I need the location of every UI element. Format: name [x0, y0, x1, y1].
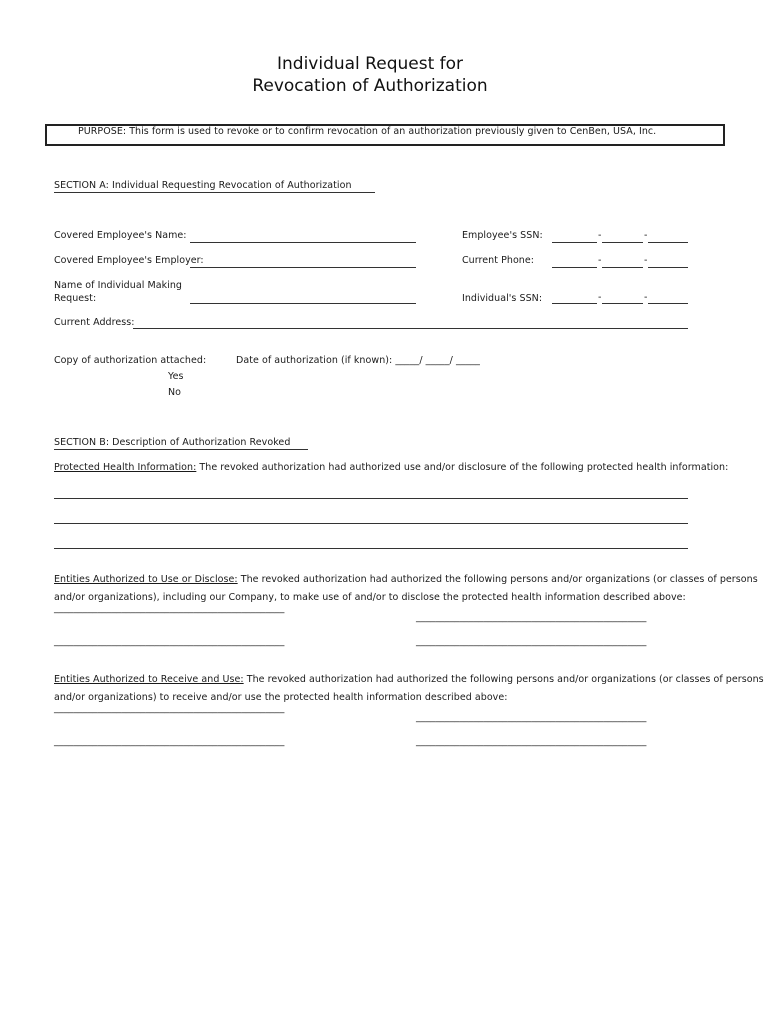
- employees-ssn-field-3[interactable]: [648, 242, 688, 243]
- covered-employee-employer-label: Covered Employee's Employer:: [54, 255, 204, 266]
- section-a-heading: SECTION A: Individual Requesting Revocation of Authorization: [54, 180, 352, 191]
- entities-receive-label: Entities Authorized to Receive and Use:: [54, 674, 244, 685]
- covered-employee-name-field[interactable]: [190, 242, 416, 243]
- current-phone-field-1[interactable]: [552, 267, 597, 268]
- entities-receive-text-2: and/or organizations) to receive and/or use the protected health information described above:: [54, 692, 508, 703]
- individuals-ssn-label: Individual's SSN:: [462, 293, 543, 304]
- form-title-line1: Individual Request for: [276, 54, 464, 74]
- entities-receive-blank-2[interactable]: ________________________________________________: [416, 712, 647, 723]
- entities-use-blank-1[interactable]: ________________________________________________: [54, 603, 285, 614]
- copy-attached-label: Copy of authorization attached:: [54, 355, 207, 366]
- individuals-ssn-field-1[interactable]: [552, 303, 597, 304]
- ssn-dash: -: [598, 292, 602, 303]
- current-phone-label: Current Phone:: [462, 255, 535, 266]
- employees-ssn-field-2[interactable]: [602, 242, 643, 243]
- copy-attached-no-option[interactable]: No: [168, 387, 182, 398]
- entities-use-label: Entities Authorized to Use or Disclose:: [54, 574, 238, 585]
- copy-attached-yes-option[interactable]: Yes: [168, 371, 184, 382]
- section-b-heading: SECTION B: Description of Authorization Revoked: [54, 437, 291, 448]
- date-of-authorization[interactable]: Date of authorization (if known): _____/ _____/ _____: [236, 355, 480, 366]
- phi-paragraph: [54, 462, 728, 473]
- entities-receive-text: The revoked authorization had authorized the following persons and/or organizations (or classes of persons: [243, 674, 764, 685]
- section-a-heading-underline: [54, 192, 375, 193]
- phi-line-2[interactable]: [54, 523, 688, 524]
- entities-receive-blank-1[interactable]: ________________________________________________: [54, 703, 285, 714]
- employees-ssn-field-1[interactable]: [552, 242, 597, 243]
- ssn-dash: -: [598, 230, 602, 241]
- ssn-dash: -: [644, 230, 648, 241]
- name-making-request-label-2: Request:: [54, 293, 97, 304]
- name-making-request-label-1: Name of Individual Making: [54, 280, 182, 291]
- phi-label: Protected Health Information:: [54, 462, 197, 473]
- name-making-request-field[interactable]: [190, 303, 416, 304]
- individuals-ssn-field-2[interactable]: [602, 303, 643, 304]
- phone-dash: -: [644, 255, 648, 266]
- entities-use-blank-2[interactable]: ________________________________________________: [416, 612, 647, 623]
- employees-ssn-label: Employee's SSN:: [462, 230, 543, 241]
- section-b-heading-underline: [54, 449, 308, 450]
- form-title-line2: Revocation of Authorization: [252, 76, 488, 96]
- current-phone-field-3[interactable]: [648, 267, 688, 268]
- covered-employee-name-label: Covered Employee's Name:: [54, 230, 187, 241]
- phi-line-1[interactable]: [54, 498, 688, 499]
- purpose-text: PURPOSE: This form is used to revoke or to confirm revocation of an authorization previously given to CenBen, USA, Inc.: [78, 126, 657, 137]
- entities-use-blank-4[interactable]: ________________________________________________: [416, 636, 647, 647]
- entities-receive-blank-4[interactable]: ________________________________________________: [416, 736, 647, 747]
- phi-line-3[interactable]: [54, 548, 688, 549]
- individuals-ssn-field-3[interactable]: [648, 303, 688, 304]
- entities-use-blank-3[interactable]: ________________________________________________: [54, 636, 285, 647]
- entities-use-paragraph: [54, 574, 758, 585]
- entities-use-text-2: and/or organizations), including our Company, to make use of and/or to disclose the protected health information described above:: [54, 592, 686, 603]
- entities-receive-paragraph: [54, 674, 764, 685]
- covered-employee-employer-field[interactable]: [190, 267, 416, 268]
- ssn-dash: -: [644, 292, 648, 303]
- current-address-label: Current Address:: [54, 317, 135, 328]
- entities-use-text: The revoked authorization had authorized the following persons and/or organizations (or classes of persons: [237, 574, 758, 585]
- entities-receive-blank-3[interactable]: ________________________________________________: [54, 736, 285, 747]
- current-phone-field-2[interactable]: [602, 267, 643, 268]
- phone-dash: -: [598, 255, 602, 266]
- phi-text: The revoked authorization had authorized use and/or disclosure of the following protected health information:: [196, 462, 729, 473]
- current-address-field[interactable]: [133, 328, 688, 329]
